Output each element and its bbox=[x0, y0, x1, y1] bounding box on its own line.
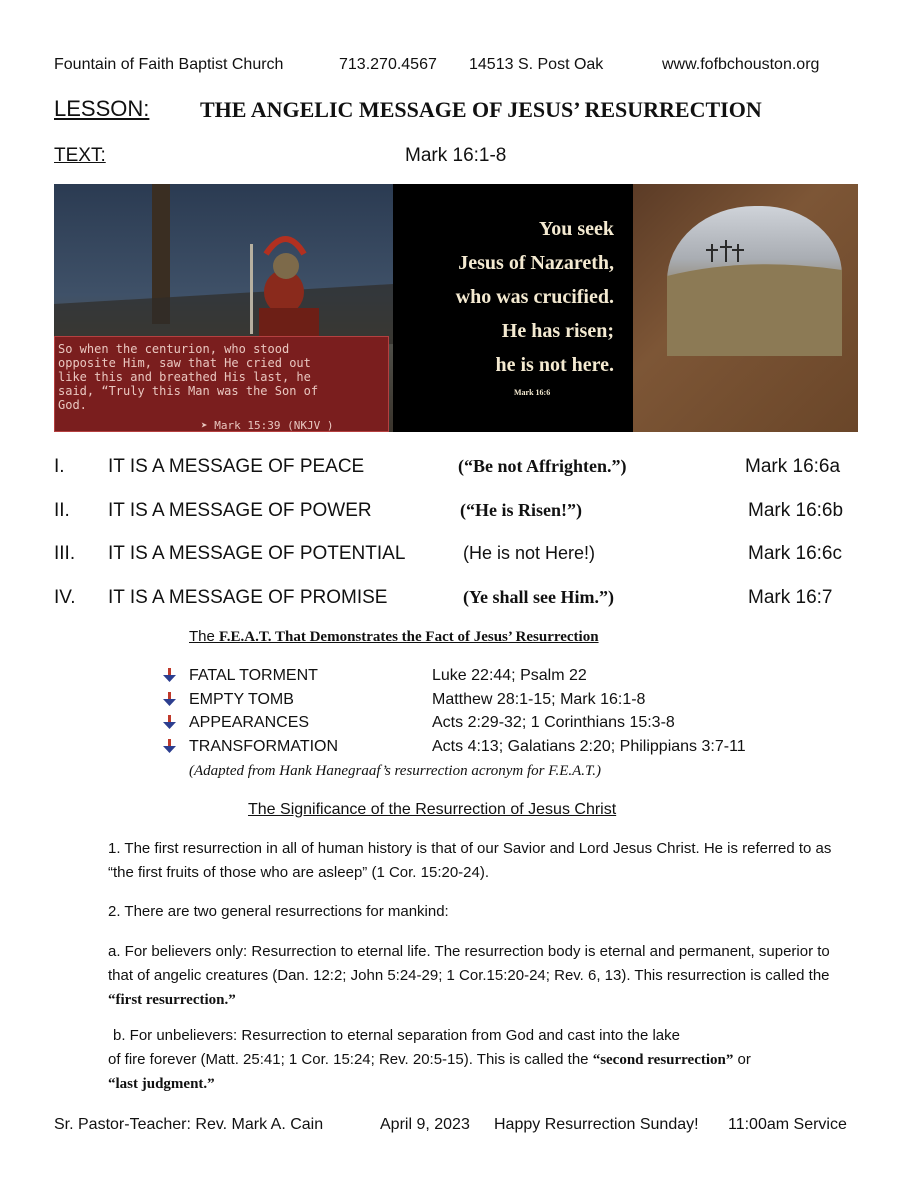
centurion-quote-line: opposite Him, saw that He cried out bbox=[58, 356, 311, 370]
point-number: II. bbox=[54, 500, 70, 521]
centurion-quote-line: like this and breathed His last, he bbox=[58, 370, 311, 384]
centurion-quote-ref: ➤ Mark 15:39 (NKJV ) bbox=[201, 419, 334, 432]
feat-attribution: (Adapted from Hank Hanegraaf’s resurrection acronym for F.E.A.T.) bbox=[189, 763, 602, 779]
point-quote: (“Be not Affrighten.”) bbox=[458, 456, 627, 476]
point-number: IV. bbox=[54, 587, 76, 608]
angel-quote bbox=[456, 212, 614, 382]
footer-service: 11:00am Service bbox=[728, 1116, 847, 1133]
angel-quote-line: You seek bbox=[538, 218, 614, 240]
point-title: IT IS A MESSAGE OF PEACE bbox=[108, 456, 365, 477]
point-reference: Mark 16:6b bbox=[748, 500, 844, 521]
arrow-down-icon bbox=[162, 715, 176, 729]
text-label: TEXT: bbox=[54, 145, 106, 166]
feat-item-name: FATAL TORMENT bbox=[189, 667, 318, 684]
centurion-quote-line: God. bbox=[58, 398, 87, 412]
feat-item-name: APPEARANCES bbox=[189, 714, 310, 731]
centurion-quote-box bbox=[54, 336, 389, 432]
point-number: III. bbox=[54, 543, 76, 564]
centurion-image bbox=[54, 184, 393, 432]
arrow-down-icon bbox=[162, 692, 176, 706]
centurion-quote-line: So when the centurion, who stood bbox=[58, 342, 290, 356]
point-reference: Mark 16:6a bbox=[745, 456, 841, 477]
significance-point-a: a. For believers only: Resurrection to eternal life. The resurrection body is eternal and permanent, superior to that of angelic creatures (Dan. 12:2; John 5:24-29; 1 Cor.15:20-24; Rev. 6, 13). This resurrection is called the “first resurrection.” bbox=[108, 943, 830, 1008]
angel-quote-line: He has risen; bbox=[501, 320, 614, 342]
arrow-down-icon bbox=[162, 668, 176, 682]
feat-item-ref: Matthew 28:1-15; Mark 16:1-8 bbox=[432, 691, 646, 708]
empty-tomb-image bbox=[633, 184, 858, 432]
church-name: Fountain of Faith Baptist Church bbox=[54, 56, 284, 73]
point-quote: (He is not Here!) bbox=[463, 543, 596, 563]
arrow-down-icon bbox=[162, 739, 176, 753]
footer-date: April 9, 2023 bbox=[380, 1116, 470, 1133]
church-website[interactable]: www.fofbchouston.org bbox=[662, 56, 820, 73]
point-reference: Mark 16:7 bbox=[748, 587, 833, 608]
angel-quote-line: he is not here. bbox=[495, 354, 614, 376]
significance-title: The Significance of the Resurrection of Jesus Christ bbox=[248, 801, 617, 818]
tomb-opening bbox=[667, 206, 842, 356]
text-reference: Mark 16:1-8 bbox=[405, 145, 507, 166]
point-title: IT IS A MESSAGE OF POTENTIAL bbox=[108, 543, 406, 564]
point-reference: Mark 16:6c bbox=[748, 543, 842, 564]
significance-point-2: 2. There are two general resurrections for mankind: bbox=[108, 903, 449, 920]
centurion-quote-line: said, “Truly this Man was the Son of bbox=[58, 384, 319, 398]
point-quote: (Ye shall see Him.”) bbox=[463, 587, 614, 607]
point-number: I. bbox=[54, 456, 65, 477]
feat-item-ref: Acts 4:13; Galatians 2:20; Philippians 3:7-11 bbox=[432, 738, 746, 755]
significance-point-b: b. For unbelievers: Resurrection to eternal separation from God and cast into the lake of fire forever (Matt. 25:41; 1 Cor. 15:24; Rev. 20:5-15). This is called the “second resurrection” or “last judgment.” bbox=[108, 1027, 751, 1092]
angel-quote-line: Jesus of Nazareth, bbox=[458, 252, 614, 274]
footer-greeting: Happy Resurrection Sunday! bbox=[494, 1116, 699, 1133]
angel-quote-ref: Mark 16:6 bbox=[514, 388, 551, 397]
feat-item-ref: Luke 22:44; Psalm 22 bbox=[432, 667, 587, 684]
resurrection-banner bbox=[54, 184, 858, 432]
feat-item-ref: Acts 2:29-32; 1 Corinthians 15:3-8 bbox=[432, 714, 675, 731]
significance-point-1: 1. The first resurrection in all of human history is that of our Savior and Lord Jesus Christ. He is referred to as “the first fruits of those who are asleep” (1 Cor. 15:20-24). bbox=[108, 840, 832, 881]
point-quote: (“He is Risen!”) bbox=[460, 500, 582, 520]
church-address: 14513 S. Post Oak bbox=[469, 56, 604, 73]
lesson-title: THE ANGELIC MESSAGE OF JESUS’ RESURRECTION bbox=[200, 97, 762, 122]
feat-item-name: TRANSFORMATION bbox=[189, 738, 339, 755]
angel-quote-line: who was crucified. bbox=[455, 286, 614, 308]
feat-item-name: EMPTY TOMB bbox=[189, 691, 294, 708]
feat-title: The F.E.A.T. That Demonstrates the Fact of Jesus’ Resurrection bbox=[189, 628, 599, 645]
point-title: IT IS A MESSAGE OF PROMISE bbox=[108, 587, 388, 608]
lesson-label: LESSON: bbox=[54, 96, 150, 121]
footer-pastor: Sr. Pastor-Teacher: Rev. Mark A. Cain bbox=[54, 1116, 324, 1133]
point-title: IT IS A MESSAGE OF POWER bbox=[108, 500, 372, 521]
church-phone: 713.270.4567 bbox=[339, 56, 437, 73]
